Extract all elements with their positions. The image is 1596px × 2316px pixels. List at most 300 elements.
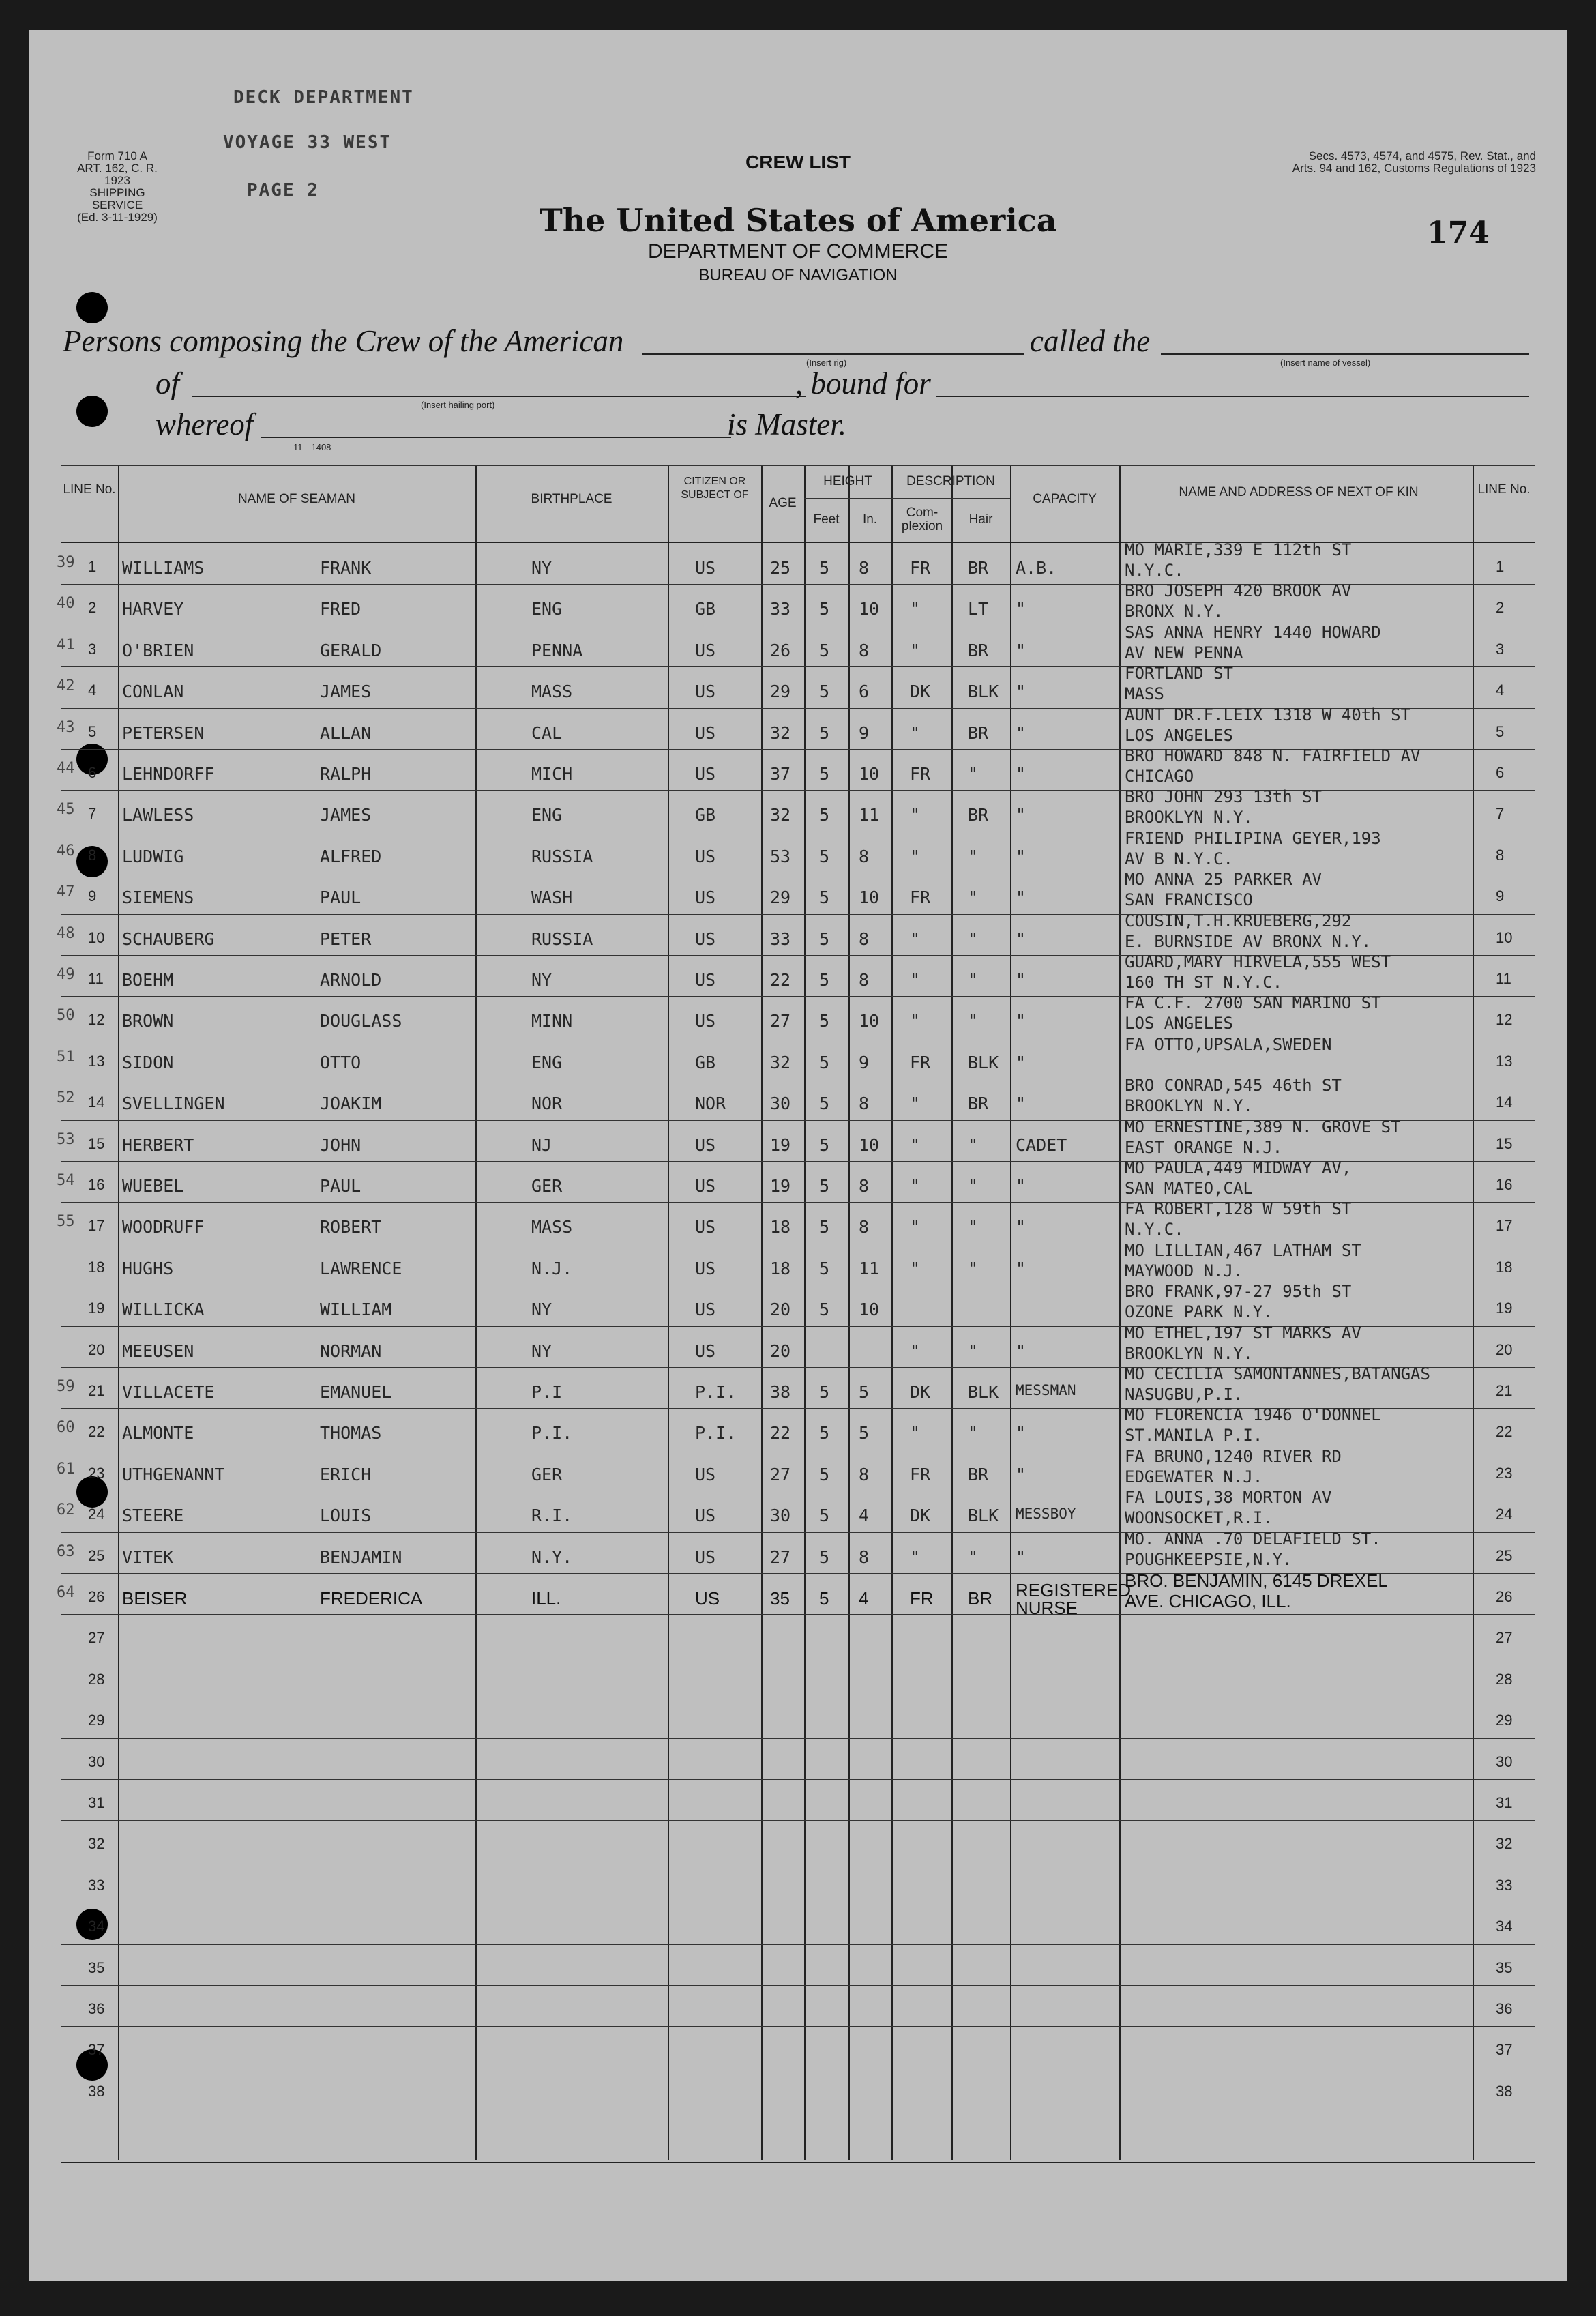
line-number: 8 [88, 846, 97, 864]
line-number: 18 [88, 1258, 105, 1276]
line-number: 11 [88, 970, 104, 987]
height-inches: 4 [859, 1506, 870, 1526]
next-of-kin-line-2: CHICAGO [1125, 767, 1194, 786]
line-number-right: 21 [1496, 1382, 1513, 1399]
age: 27 [770, 1464, 791, 1484]
hair: " [968, 1547, 979, 1567]
birthplace: ENG [531, 805, 563, 825]
handwritten-number: 62 [57, 1501, 75, 1519]
seaman-last-name: SIEMENS [122, 888, 194, 908]
next-of-kin-line-2: SAN MATEO,CAL [1125, 1179, 1253, 1198]
binder-hole [76, 292, 108, 323]
hair: " [968, 1176, 979, 1196]
crew-list-page [29, 30, 1567, 2281]
height-inches: 11 [859, 805, 880, 825]
header-height: HEIGHT [823, 474, 872, 488]
seaman-first-name: ALFRED [320, 846, 382, 866]
seaman-last-name: ALMONTE [122, 1423, 194, 1443]
line-number: 19 [88, 1300, 105, 1317]
height-feet: 5 [819, 1134, 830, 1155]
line-number: 37 [88, 2041, 105, 2059]
next-of-kin-line-1: FA C.F. 2700 SAN MARINO ST [1125, 993, 1381, 1013]
hair: BR [968, 1464, 989, 1484]
line-number-right: 26 [1496, 1588, 1513, 1605]
age: 22 [770, 1423, 791, 1443]
seaman-last-name: O'BRIEN [122, 640, 194, 660]
seaman-last-name: MEEUSEN [122, 1340, 194, 1361]
line-number: 28 [88, 1670, 105, 1688]
next-of-kin-line-2: BROOKLYN N.Y. [1125, 808, 1253, 827]
height-feet: 5 [819, 1258, 830, 1278]
age: 35 [770, 1588, 790, 1609]
line-number-right: 25 [1496, 1547, 1513, 1564]
birthplace: GER [531, 1464, 563, 1484]
next-of-kin-line-1: MO MARIE,339 E 112th ST [1125, 540, 1352, 559]
birthplace: MINN [531, 1011, 573, 1031]
seaman-first-name: ROBERT [320, 1217, 382, 1237]
seaman-last-name: SVELLINGEN [122, 1094, 225, 1114]
complexion: " [910, 1094, 921, 1114]
line-number-right: 24 [1496, 1506, 1513, 1523]
col-divider [848, 465, 850, 2160]
complexion: " [910, 1547, 921, 1567]
seaman-last-name: WILLIAMS [122, 558, 205, 578]
line-number-right: 18 [1496, 1258, 1513, 1276]
birthplace: PENNA [531, 640, 583, 660]
height-inches: 8 [859, 928, 870, 949]
line-number-right: 19 [1496, 1300, 1513, 1317]
page-stamp: PAGE 2 [247, 180, 319, 201]
line-number: 35 [88, 1959, 105, 1976]
age: 19 [770, 1134, 791, 1155]
complexion: " [910, 1176, 921, 1196]
height-inches: 8 [859, 970, 870, 990]
complexion: " [910, 846, 921, 866]
birthplace: N.Y. [531, 1547, 573, 1567]
next-of-kin-line-2: BROOKLYN N.Y. [1125, 1343, 1253, 1363]
col-divider [1473, 465, 1474, 2160]
next-of-kin-line-1: MO PAULA,449 MIDWAY AV, [1125, 1158, 1352, 1177]
form-service: SHIPPING SERVICE [89, 186, 145, 211]
vessel-line [1161, 353, 1529, 355]
row-divider [61, 1738, 1535, 1739]
complexion: DK [910, 681, 931, 702]
line-number: 7 [88, 805, 97, 823]
hair: BR [968, 722, 989, 743]
citizenship: P.I. [695, 1423, 737, 1443]
age: 53 [770, 846, 791, 866]
capacity: " [1016, 599, 1026, 619]
citizenship: GB [695, 599, 716, 619]
birthplace: RUSSIA [531, 928, 593, 949]
seaman-first-name: PETER [320, 928, 372, 949]
birthplace: NY [531, 970, 552, 990]
next-of-kin-line-1: BRO. BENJAMIN, 6145 DREXEL [1125, 1570, 1388, 1591]
next-of-kin-line-2: N.Y.C. [1125, 561, 1184, 580]
height-feet: 5 [819, 805, 830, 825]
line-number: 2 [88, 599, 97, 617]
handwritten-number: 52 [57, 1089, 75, 1107]
line-number: 26 [88, 1588, 105, 1605]
line-number-right: 5 [1496, 722, 1505, 740]
complexion: " [910, 722, 921, 743]
complexion: " [910, 1011, 921, 1031]
height-inches: 10 [859, 1134, 880, 1155]
seaman-first-name: LOUIS [320, 1506, 372, 1526]
seaman-first-name: JAMES [320, 805, 372, 825]
next-of-kin-line-1: FA ROBERT,128 W 59th ST [1125, 1199, 1352, 1219]
seaman-last-name: CONLAN [122, 681, 184, 702]
line-number: 30 [88, 1753, 105, 1770]
seaman-first-name: RALPH [320, 764, 372, 784]
seaman-last-name: SIDON [122, 1052, 174, 1072]
line-number: 36 [88, 2000, 105, 2017]
seaman-first-name: BENJAMIN [320, 1547, 402, 1567]
citizenship: US [695, 681, 716, 702]
header-age: AGE [769, 496, 797, 510]
seaman-last-name: STEERE [122, 1506, 184, 1526]
height-feet: 5 [819, 764, 830, 784]
citizenship: US [695, 558, 716, 578]
capacity: CADET [1016, 1134, 1067, 1155]
height-inches: 8 [859, 1217, 870, 1237]
line-number-right: 23 [1496, 1464, 1513, 1482]
line-number-right: 34 [1496, 1918, 1513, 1935]
department-title: DEPARTMENT OF COMMERCE [647, 240, 949, 263]
voyage-stamp: VOYAGE 33 WEST [223, 132, 392, 153]
height-feet: 5 [819, 722, 830, 743]
handwritten-number: 48 [57, 924, 75, 942]
handwritten-number: 42 [57, 677, 75, 695]
seaman-last-name: HARVEY [122, 599, 184, 619]
hair: " [968, 970, 979, 990]
vessel-hint: (Insert name of vessel) [1280, 357, 1371, 368]
capacity: A.B. [1016, 558, 1057, 578]
line-number: 38 [88, 2082, 105, 2100]
bureau-title: BUREAU OF NAVIGATION [698, 266, 898, 284]
birthplace: RUSSIA [531, 846, 593, 866]
complexion: " [910, 1258, 921, 1278]
line-number: 32 [88, 1835, 105, 1853]
next-of-kin-line-1: COUSIN,T.H.KRUEBERG,292 [1125, 911, 1352, 930]
capacity: " [1016, 764, 1026, 784]
seaman-first-name: ALLAN [320, 722, 372, 743]
height-inches: 8 [859, 1176, 870, 1196]
capacity: " [1016, 805, 1026, 825]
height-feet: 5 [819, 1382, 830, 1402]
form-number: Form 710 A [87, 149, 147, 162]
citizenship: US [695, 1588, 720, 1609]
capacity: " [1016, 1258, 1026, 1278]
handwritten-number: 47 [57, 883, 75, 901]
seaman-last-name: WOODRUFF [122, 1217, 205, 1237]
line-number-right: 32 [1496, 1835, 1513, 1853]
hair: " [968, 1134, 979, 1155]
line-number-right: 3 [1496, 640, 1505, 658]
age: 18 [770, 1258, 791, 1278]
header-top-line [61, 465, 1535, 466]
seaman-first-name: ARNOLD [320, 970, 382, 990]
age: 22 [770, 970, 791, 990]
hair: BR [968, 1588, 993, 1609]
citizenship: US [695, 1547, 716, 1567]
row-divider [61, 1944, 1535, 1945]
height-inches: 5 [859, 1423, 870, 1443]
hair: BLK [968, 1506, 999, 1526]
next-of-kin-line-1: FA OTTO,UPSALA,SWEDEN [1125, 1034, 1332, 1054]
header-complexion: Com-plexion [901, 505, 943, 533]
height-feet: 5 [819, 640, 830, 660]
height-feet: 5 [819, 1094, 830, 1114]
height-inches: 8 [859, 1547, 870, 1567]
seaman-first-name: GERALD [320, 640, 382, 660]
header-line-no-right: LINE No. [1477, 482, 1531, 497]
header-capacity: CAPACITY [1033, 492, 1097, 506]
height-feet: 5 [819, 1547, 830, 1567]
seaman-first-name: FREDERICA [320, 1588, 423, 1609]
crew-table [57, 463, 1535, 2163]
height-feet: 5 [819, 1464, 830, 1484]
birthplace: WASH [531, 888, 573, 908]
next-of-kin-line-1: MO FLORENCIA 1946 O'DONNEL [1125, 1405, 1381, 1425]
age: 20 [770, 1300, 791, 1320]
next-of-kin-line-2: POUGHKEEPSIE,N.Y. [1125, 1549, 1292, 1569]
col-divider [1119, 465, 1121, 2160]
line-number: 24 [88, 1506, 105, 1523]
line-number: 23 [88, 1464, 105, 1482]
description-subline [891, 498, 1010, 499]
height-inches: 10 [859, 1011, 880, 1031]
hair: " [968, 1258, 979, 1278]
next-of-kin-line-1: AUNT DR.F.LEIX 1318 W 40th ST [1125, 705, 1411, 724]
complexion: DK [910, 1506, 931, 1526]
complexion: FR [910, 1588, 934, 1609]
birthplace: P.I. [531, 1423, 573, 1443]
citizenship: US [695, 888, 716, 908]
line-number-right: 30 [1496, 1753, 1513, 1770]
seaman-last-name: WUEBEL [122, 1176, 184, 1196]
seaman-last-name: VITEK [122, 1547, 174, 1567]
height-inches: 9 [859, 722, 870, 743]
line-number-right: 38 [1496, 2082, 1513, 2100]
line-number-right: 6 [1496, 764, 1505, 781]
birthplace: NOR [531, 1094, 563, 1114]
capacity: " [1016, 1176, 1026, 1196]
header-description: DESCRIPTION [906, 474, 995, 488]
citizenship: P.I. [695, 1382, 737, 1402]
handwritten-number: 59 [57, 1378, 75, 1395]
line-number-right: 20 [1496, 1340, 1513, 1358]
next-of-kin-line-1: FORTLAND ST [1125, 664, 1233, 684]
seaman-first-name: JAMES [320, 681, 372, 702]
rig-hint: (Insert rig) [806, 357, 847, 368]
age: 26 [770, 640, 791, 660]
next-of-kin-line-1: BRO CONRAD,545 46th ST [1125, 1076, 1342, 1096]
seaman-last-name: BOEHM [122, 970, 174, 990]
next-of-kin-line-1: BRO FRANK,97-27 95th ST [1125, 1282, 1352, 1302]
age: 27 [770, 1547, 791, 1567]
next-of-kin-line-2: MAYWOOD N.J. [1125, 1261, 1243, 1280]
birthplace: P.I [531, 1382, 563, 1402]
handwritten-number: 61 [57, 1460, 75, 1478]
next-of-kin-line-2: WOONSOCKET,R.I. [1125, 1508, 1273, 1528]
port-line [192, 396, 806, 397]
height-feet: 5 [819, 1300, 830, 1320]
line-number-right: 33 [1496, 1876, 1513, 1894]
hair: BLK [968, 681, 999, 702]
citizenship: NOR [695, 1094, 726, 1114]
header-kin: NAME AND ADDRESS OF NEXT OF KIN [1179, 485, 1419, 499]
height-feet: 5 [819, 558, 830, 578]
preamble-bound: , bound for [795, 366, 931, 400]
seaman-first-name: PAUL [320, 1176, 361, 1196]
line-number: 25 [88, 1547, 105, 1564]
seaman-first-name: ERICH [320, 1464, 372, 1484]
next-of-kin-line-2: NASUGBU,P.I. [1125, 1385, 1243, 1404]
line-number: 14 [88, 1094, 105, 1111]
complexion: " [910, 599, 921, 619]
crew-list-title: CREW LIST [745, 151, 851, 173]
height-feet: 5 [819, 1176, 830, 1196]
next-of-kin-line-1: FA LOUIS,38 MORTON AV [1125, 1488, 1332, 1508]
seaman-first-name: NORMAN [320, 1340, 382, 1361]
seaman-first-name: JOHN [320, 1134, 361, 1155]
line-number: 4 [88, 681, 97, 699]
complexion: FR [910, 764, 931, 784]
age: 33 [770, 928, 791, 949]
hair: " [968, 928, 979, 949]
line-number-right: 27 [1496, 1629, 1513, 1647]
capacity: " [1016, 928, 1026, 949]
header-name: NAME OF SEAMAN [237, 492, 356, 506]
height-feet: 5 [819, 1217, 830, 1237]
line-number: 20 [88, 1340, 105, 1358]
birthplace: NY [531, 1300, 552, 1320]
header-inches: In. [862, 512, 878, 527]
complexion: " [910, 640, 921, 660]
complexion: FR [910, 1052, 931, 1072]
line-number: 34 [88, 1918, 105, 1935]
age: 32 [770, 805, 791, 825]
next-of-kin-line-1: BRO HOWARD 848 N. FAIRFIELD AV [1125, 746, 1421, 765]
complexion: " [910, 970, 921, 990]
line-number-right: 15 [1496, 1134, 1513, 1152]
height-inches: 8 [859, 640, 870, 660]
age: 33 [770, 599, 791, 619]
height-inches: 8 [859, 1464, 870, 1484]
birthplace: CAL [531, 722, 563, 743]
next-of-kin-line-1: BRO JOSEPH 420 BROOK AV [1125, 581, 1352, 601]
line-number-right: 12 [1496, 1011, 1513, 1029]
col-divider [118, 465, 119, 2160]
line-number: 16 [88, 1176, 105, 1193]
line-number: 1 [88, 558, 97, 575]
capacity: " [1016, 1011, 1026, 1031]
line-number: 21 [88, 1382, 105, 1399]
hair: BR [968, 558, 989, 578]
seaman-first-name: WILLIAM [320, 1300, 392, 1320]
birthplace: MASS [531, 1217, 573, 1237]
next-of-kin-line-1: FA BRUNO,1240 RIVER RD [1125, 1446, 1342, 1466]
handwritten-number: 40 [57, 595, 75, 613]
height-feet: 5 [819, 1588, 829, 1609]
next-of-kin-line-2: EAST ORANGE N.J. [1125, 1137, 1283, 1157]
citizenship: US [695, 1340, 716, 1361]
complexion: " [910, 1217, 921, 1237]
complexion: FR [910, 558, 931, 578]
handwritten-number: 54 [57, 1172, 75, 1189]
handwritten-number: 46 [57, 842, 75, 860]
line-number-right: 28 [1496, 1670, 1513, 1688]
preamble-whereof: whereof [156, 407, 254, 441]
next-of-kin-line-1: BRO JOHN 293 13th ST [1125, 787, 1322, 807]
citizenship: US [695, 722, 716, 743]
hair: BR [968, 1094, 989, 1114]
hair: BR [968, 640, 989, 660]
destination-line [936, 396, 1529, 397]
next-of-kin-line-1: FRIEND PHILIPINA GEYER,193 [1125, 828, 1381, 848]
next-of-kin-line-2: EDGEWATER N.J. [1125, 1467, 1263, 1486]
header-citizen: CITIZEN OR SUBJECT OF [681, 475, 749, 501]
birthplace: NJ [531, 1134, 552, 1155]
row-divider [61, 1820, 1535, 1821]
hair: LT [968, 599, 989, 619]
age: 19 [770, 1176, 791, 1196]
row-divider [61, 2026, 1535, 2027]
line-number: 17 [88, 1217, 105, 1235]
col-divider [891, 465, 893, 2160]
complexion: FR [910, 1464, 931, 1484]
line-number: 29 [88, 1712, 105, 1729]
capacity: " [1016, 888, 1026, 908]
handwritten-number: 55 [57, 1213, 75, 1231]
age: 20 [770, 1340, 791, 1361]
birthplace: R.I. [531, 1506, 573, 1526]
handwritten-number: 49 [57, 966, 75, 983]
line-number-right: 17 [1496, 1217, 1513, 1235]
line-number-right: 11 [1496, 970, 1511, 987]
seaman-first-name: OTTO [320, 1052, 361, 1072]
age: 29 [770, 681, 791, 702]
citizenship: US [695, 970, 716, 990]
citizenship: US [695, 1464, 716, 1484]
seaman-last-name: UTHGENANNT [122, 1464, 225, 1484]
next-of-kin-line-2: AVE. CHICAGO, ILL. [1125, 1591, 1291, 1611]
citizenship: GB [695, 1052, 716, 1072]
preamble-persons: Persons composing the Crew of the American [63, 324, 624, 358]
preamble-master: is Master. [727, 407, 847, 441]
hair: " [968, 1423, 979, 1443]
next-of-kin-line-2: OZONE PARK N.Y. [1125, 1302, 1273, 1322]
handwritten-number: 63 [57, 1542, 75, 1560]
col-divider [1010, 465, 1011, 2160]
preamble-called: called the [1030, 324, 1151, 358]
height-inches: 4 [859, 1588, 869, 1609]
next-of-kin-line-1: MO. ANNA .70 DELAFIELD ST. [1125, 1529, 1381, 1549]
next-of-kin-line-2: LOS ANGELES [1125, 725, 1233, 745]
seaman-last-name: BROWN [122, 1011, 174, 1031]
line-number: 10 [88, 928, 105, 946]
age: 37 [770, 764, 791, 784]
next-of-kin-line-2: BRONX N.Y. [1125, 602, 1224, 621]
complexion: " [910, 1134, 921, 1155]
birthplace: ENG [531, 1052, 563, 1072]
complexion: " [910, 928, 921, 949]
seaman-last-name: LAWLESS [122, 805, 194, 825]
seaman-last-name: PETERSEN [122, 722, 205, 743]
line-number: 31 [88, 1794, 105, 1811]
age: 18 [770, 1217, 791, 1237]
